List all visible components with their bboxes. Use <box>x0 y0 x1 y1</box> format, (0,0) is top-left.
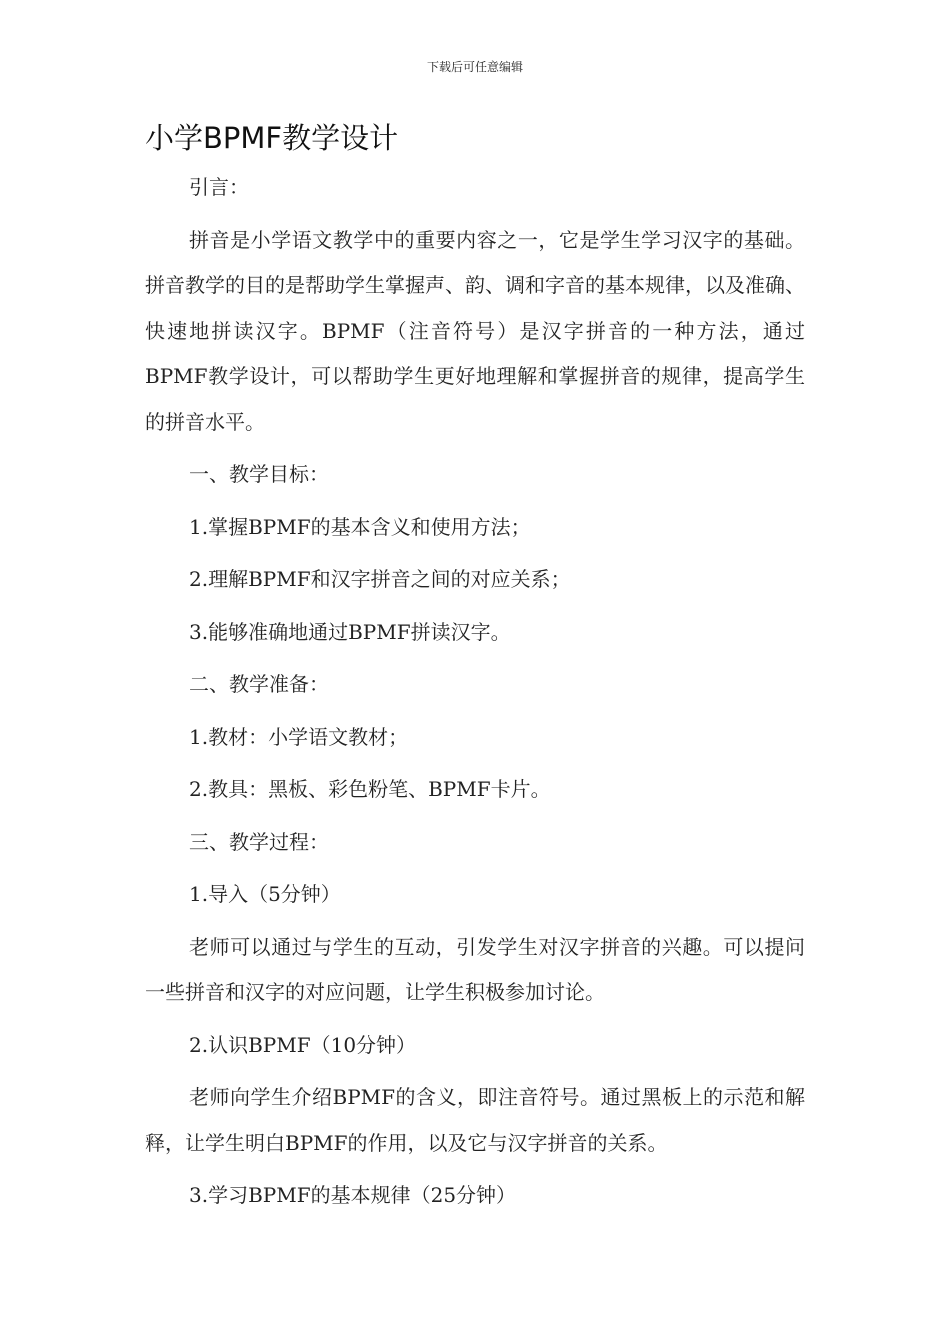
document-body <box>145 165 805 1219</box>
list-item: 1.教材：小学语文教材； <box>189 724 409 749</box>
list-item: 2.理解BPMF和汉字拼音之间的对应关系； <box>189 567 571 591</box>
page-header: 下载后可任意编辑 <box>426 60 523 74</box>
section-heading: 三、教学过程： <box>189 829 329 854</box>
paragraph: 老师可以通过与学生的互动，引发学生对汉字拼音的兴趣。可以提问一些拼音和汉字的对应问题，让学生积极参加讨论。 <box>145 934 805 1004</box>
paragraph: 引言： <box>189 175 249 199</box>
step-heading: 2.认识BPMF（10分钟） <box>189 1032 417 1057</box>
list-item: 2.教具：黑板、彩色粉笔、BPMF卡片。 <box>189 777 551 801</box>
section-heading: 二、教学准备： <box>189 672 329 696</box>
list-item: 3.能够准确地通过BPMF拼读汉字。 <box>189 619 511 644</box>
section-heading: 一、教学目标： <box>189 462 329 486</box>
step-heading: 1.导入（5分钟） <box>189 882 341 906</box>
paragraph: 老师向学生介绍BPMF的含义，即注音符号。通过黑板上的示范和解释，让学生明白BPMF的作用，以及它与汉字拼音的关系。 <box>145 1085 805 1155</box>
document-title: 小学BPMF教学设计 <box>145 121 399 155</box>
step-heading: 3.学习BPMF的基本规律（25分钟） <box>189 1183 517 1207</box>
paragraph: 拼音是小学语文教学中的重要内容之一，它是学生学习汉字的基础。拼音教学的目的是帮助学生掌握声、韵、调和字音的基本规律，以及准确、快速地拼读汉字。BPMF（注音符号）是汉字拼音的一种方法，通过BPMF教学设计，可以帮助学生更好地理解和掌握拼音的规律，提高学生的拼音水平。 <box>145 227 805 434</box>
list-item: 1.掌握BPMF的基本含义和使用方法； <box>189 514 531 539</box>
